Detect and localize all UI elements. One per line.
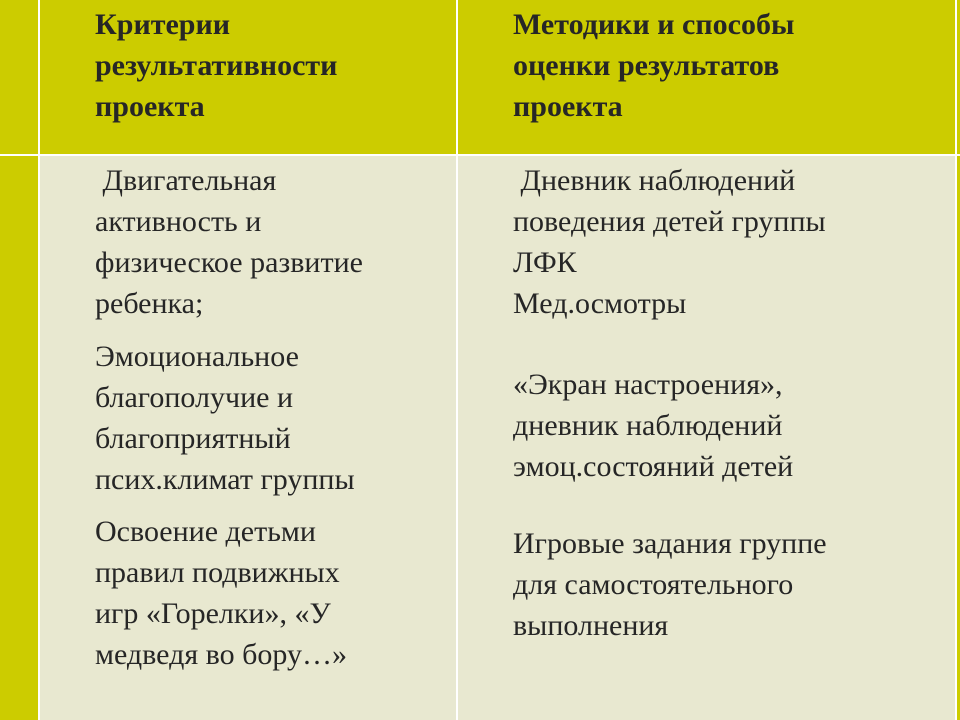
method-line: Мед.осмотры [513, 287, 687, 320]
method-line: дневник наблюдений [513, 409, 783, 442]
header-criteria-line: проекта [95, 90, 205, 123]
criterion-emotional-wellbeing [95, 336, 450, 500]
method-mood-screen [513, 364, 943, 487]
header-criteria-line: результативности [95, 49, 338, 82]
header-criteria-line: Критерии [95, 8, 231, 41]
criterion-line: активность и [95, 205, 262, 238]
method-line: Игровые задания группе [513, 527, 827, 560]
criterion-line: физическое развитие [95, 246, 363, 279]
criterion-line: Освоение детьми [95, 515, 316, 548]
header-methods-line: оценки результатов [513, 49, 780, 82]
left-column-divider [38, 0, 40, 720]
method-line: Дневник наблюдений [513, 164, 796, 197]
header-methods-line: проекта [513, 90, 623, 123]
header-criteria [95, 4, 445, 127]
left-accent-column [0, 0, 40, 720]
method-line: эмоц.состояний детей [513, 450, 794, 483]
criterion-line: игр «Горелки», «У [95, 597, 331, 630]
header-divider [0, 154, 960, 156]
method-line: выполнения [513, 609, 669, 642]
right-column-divider [955, 0, 957, 720]
criterion-line: ребенка; [95, 287, 204, 320]
method-line: «Экран настроения», [513, 368, 783, 401]
criterion-line: благоприятный [95, 422, 291, 455]
criterion-line: правил подвижных [95, 556, 340, 589]
method-line: поведения детей группы [513, 205, 826, 238]
criterion-line: благополучие и [95, 381, 294, 414]
header-methods [513, 4, 943, 127]
criterion-line: медведя во бору…» [95, 638, 347, 671]
method-game-tasks [513, 523, 943, 646]
criterion-game-rules [95, 511, 450, 675]
criterion-line: Двигательная [95, 164, 277, 197]
method-line: для самостоятельного [513, 568, 794, 601]
method-line: ЛФК [513, 246, 577, 279]
criterion-line: Эмоциональное [95, 340, 299, 373]
criterion-physical-activity [95, 160, 450, 324]
header-methods-line: Методики и способы [513, 8, 795, 41]
criterion-line: псих.климат группы [95, 463, 355, 496]
middle-column-divider [456, 0, 458, 720]
method-observation-diary [513, 160, 943, 324]
